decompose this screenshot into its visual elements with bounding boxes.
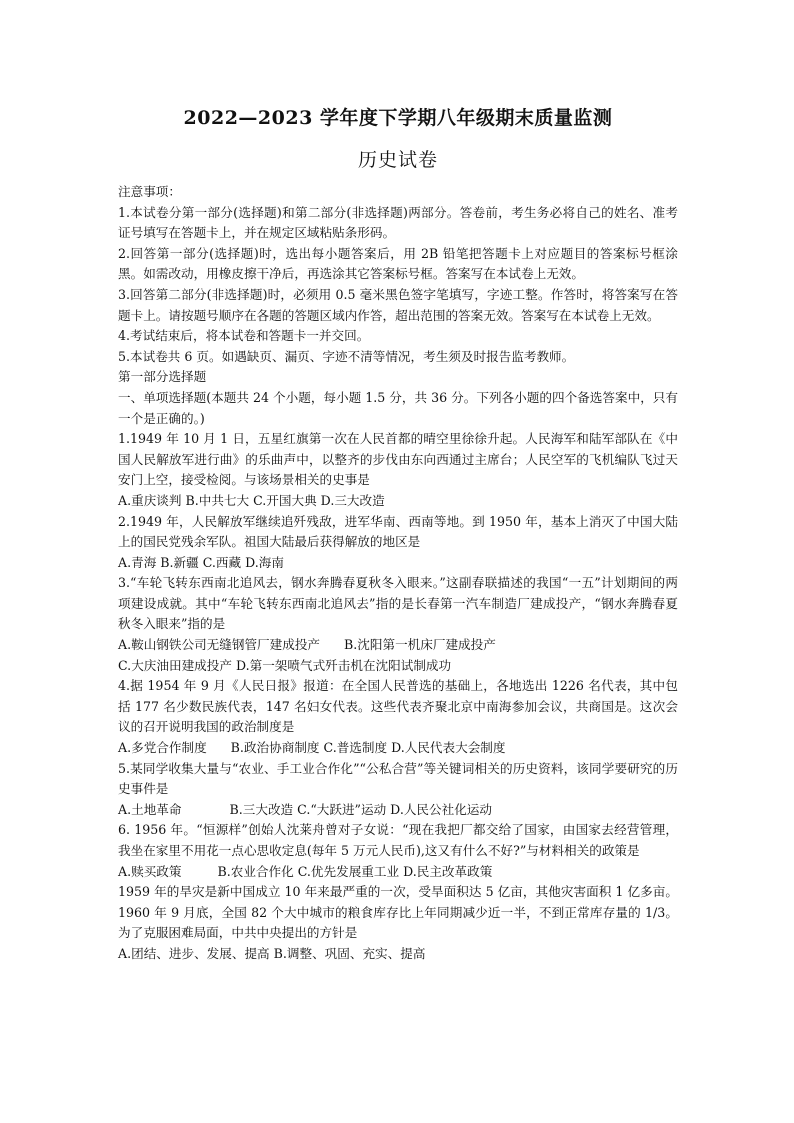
question-3: [118, 573, 678, 676]
question-1: [118, 429, 678, 511]
question-options: C.大庆油田建成投产 D.第一架喷气式歼击机在沈阳试制成功: [118, 657, 452, 673]
notice-item: 1.本试卷分第一部分(选择题)和第二部分(非选择题)两部分。答卷前，考生务必将自己的姓名、准考证号填写在答题卡上，并在规定区域粘贴条形码。: [118, 204, 678, 241]
exam-subject: 历史试卷: [357, 149, 438, 171]
question-stem: 4.据 1954 年 9 月《人民日报》报道：在全国人民普选的基础上，各地选出 1226 名代表，其中包括 177 名少数民族代表，147 名妇女代表。这些代表齐聚北京中南海参加会议，共商国是。这次会议的召开说明我国的政治制度是: [118, 678, 678, 735]
notice-item: 3.回答第二部分(非选择题)时，必须用 0.5 毫米黑色签字笔填写，字迹工整。作答时，将答案写在答题卡上。请按题号顺序在各题的答题区域内作答，超出范围的答案无效。答案写在本试卷上无效。: [118, 286, 678, 323]
question-5: [118, 759, 678, 821]
question-stem: 3.“车轮飞转东西南北追风去，钢水奔腾春夏秋冬入眼来。”这副春联描述的我国“一五”计划期间的两项建设成就。其中“车轮飞转东西南北追风去”指的是长春第一汽车制造厂建成投产，“钢水奔腾春夏秋冬入眼来”指的是: [118, 575, 678, 632]
notice-item: 2.回答第一部分(选择题)时，选出每小题答案后，用 2B 铅笔把答题卡上对应题目的答案标号框涂黑。如需改动，用橡皮擦干净后，再选涂其它答案标号框。答案写在本试卷上无效。: [118, 245, 678, 282]
question-stem: 1.1949 年 10 月 1 日，五星红旗第一次在人民首都的晴空里徐徐升起。人民海军和陆军部队在《中国人民解放军进行曲》的乐曲声中，以整齐的步伐由东向西通过主席台；人民空军的飞机编队飞过天安门上空，接受检阅。与该场景相关的史事是: [118, 431, 678, 488]
question-options: A.鞍山钢铁公司无缝钢管厂建成投产 B.沈阳第一机床厂建成投产: [118, 637, 496, 653]
notice-heading: 注意事项：: [118, 184, 181, 199]
question-6: [118, 820, 678, 882]
notice-item: 5.本试卷共 6 页。如遇缺页、漏页、字迹不清等情况，考生须及时报告监考教师。: [118, 348, 575, 364]
exam-title: 2022—2023 学年度下学期八年级期末质量监测: [183, 107, 613, 129]
question-stem: 1959 年的旱灾是新中国成立 10 年来最严重的一次，受旱面积达 5 亿亩，其他灾害面积 1 亿多亩。1960 年 9 月底，全国 82 个大中城市的粮食库存比上年同期减少近一半，不到正常库存量的 1/3。为了克服困难局面，中共中央提出的方针是: [118, 884, 678, 941]
question-options: A.赎买政策 B.农业合作化 C.优先发展重工业 D.民主改革政策: [118, 863, 493, 879]
question-stem: 6. 1956 年。“恒源样”创始人沈莱舟曾对子女说：“现在我把厂都交给了国家，由国家去经营管理，我坐在家里不用花一点心思收定息(每年 5 万元人民币),这又有什么不好?”与材料相关的政策是: [118, 822, 678, 858]
question-7: [118, 882, 678, 964]
part-heading: 第一部分选择题: [118, 369, 207, 385]
question-options: A.青海 B.新疆 C.西藏 D.海南: [118, 554, 284, 570]
notice-item: 4.考试结束后，将本试卷和答题卡一并交回。: [118, 328, 370, 344]
question-options: A.土地革命 B.三大改造 C.“大跃进”运动 D.人民公社化运动: [118, 801, 492, 817]
question-2: [118, 512, 678, 574]
exam-page: [118, 104, 678, 965]
notice-block: [118, 182, 678, 367]
section-instruction: 一、单项选择题(本题共 24 个小题，每小题 1.5 分，共 36 分。下列各小题的四个备选答案中，只有一个是正确的。): [118, 389, 678, 426]
question-options: A.重庆谈判 B.中共七大 C.开国大典 D.三大改造: [118, 492, 385, 508]
question-options: A.团结、进步、发展、提高 B.调整、巩固、充实、提高: [118, 945, 426, 961]
question-options: A.多党合作制度 B.政治协商制度 C.普选制度 D.人民代表大会制度: [118, 740, 506, 756]
question-stem: 2.1949 年，人民解放军继续追歼残敌，进军华南、西南等地。到 1950 年，基本上消灭了中国大陆上的国民党残余军队。祖国大陆最后获得解放的地区是: [118, 513, 678, 550]
question-4: [118, 676, 678, 758]
question-stem: 5.某同学收集大量与“农业、手工业合作化”“公私合营”等关键词相关的历史资料，该同学要研究的历史事件是: [118, 760, 678, 797]
